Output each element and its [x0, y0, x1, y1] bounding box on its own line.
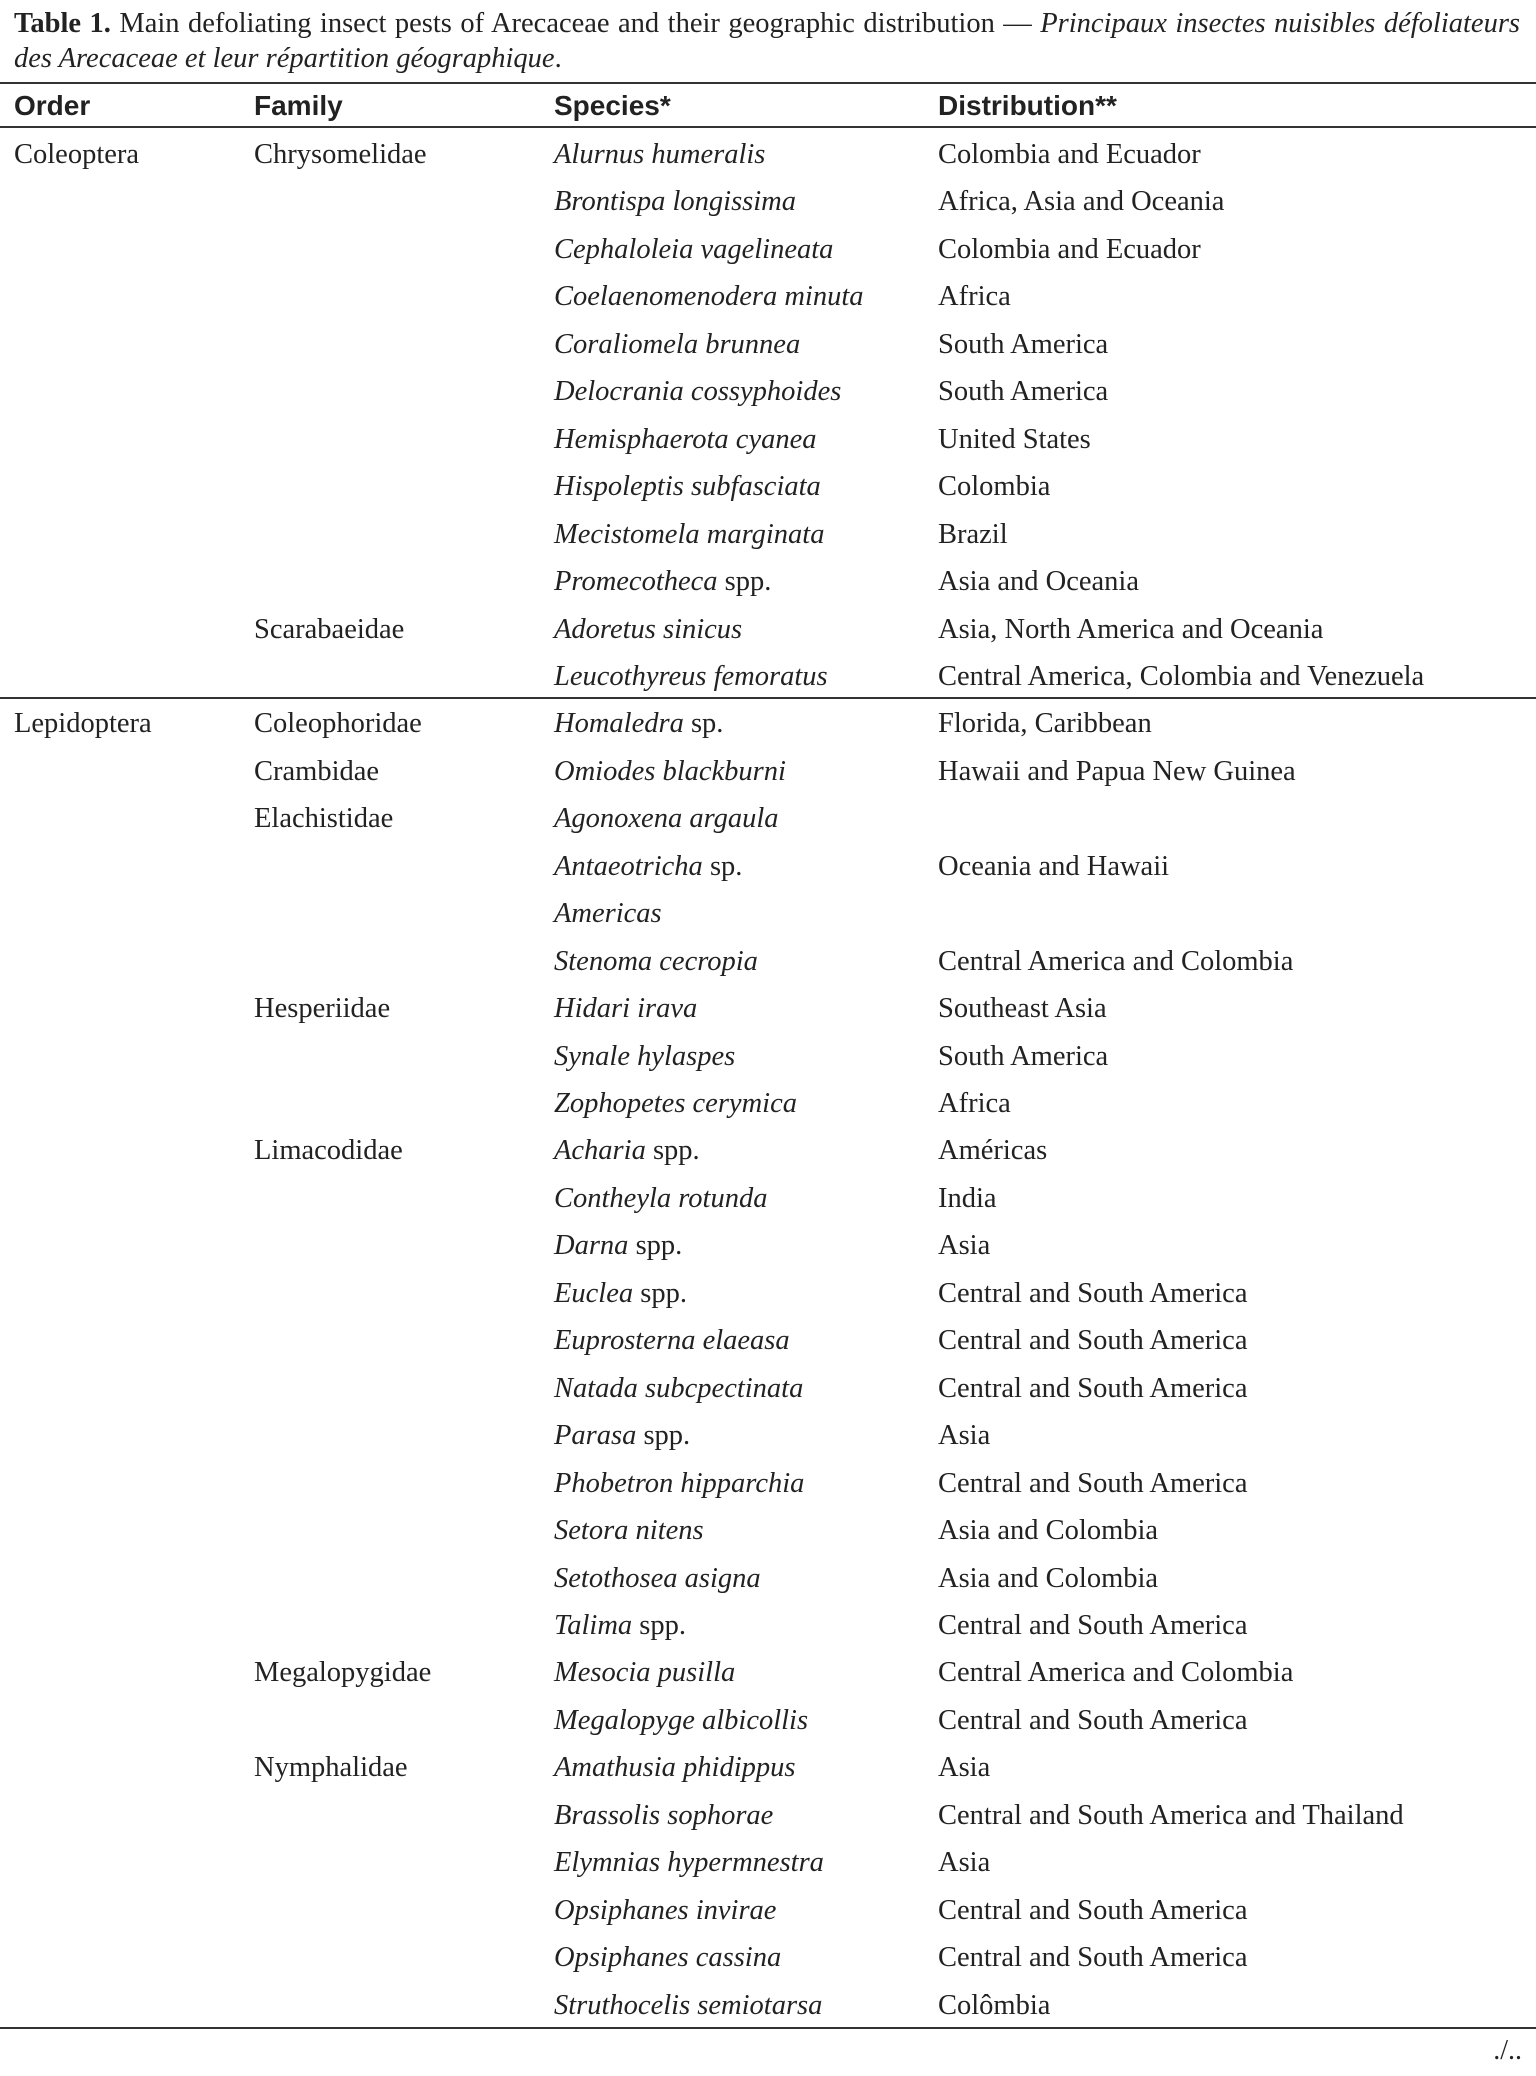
species-cell: Cephaloleia vagelineata — [554, 234, 834, 265]
species-cell: Brontispa longissima — [554, 186, 797, 217]
distribution-cell: Asia — [938, 1420, 991, 1451]
order-cell: Coleoptera — [14, 139, 140, 170]
caption-end: . — [554, 43, 562, 74]
family-cell: Chrysomelidae — [254, 139, 427, 170]
species-cell: Promecotheca spp. — [554, 566, 772, 597]
species-cell: Hemisphaerota cyanea — [554, 424, 817, 455]
species-cell: Agonoxena argaula — [554, 803, 779, 834]
table-caption — [14, 6, 1520, 76]
distribution-cell: Africa — [938, 281, 1011, 312]
species-cell: Antaeotricha sp. — [554, 851, 743, 882]
distribution-cell: Central America, Colombia and Venezuela — [938, 661, 1425, 692]
species-cell: Megalopyge albicollis — [554, 1705, 809, 1736]
distribution-cell: Asia and Oceania — [938, 566, 1139, 597]
distribution-cell: Américas — [938, 1135, 1048, 1166]
distribution-cell: Central America and Colombia — [938, 946, 1294, 977]
distribution-cell: Africa — [938, 1088, 1011, 1119]
species-cell: Talima spp. — [554, 1610, 686, 1641]
bottom-rule — [0, 2027, 1536, 2029]
species-cell: Adoretus sinicus — [554, 614, 743, 645]
species-cell: Zophopetes cerymica — [554, 1088, 797, 1119]
distribution-cell: Hawaii and Papua New Guinea — [938, 756, 1296, 787]
distribution-cell: Central and South America — [938, 1325, 1248, 1356]
header-distribution: Distribution** — [938, 90, 1117, 121]
species-cell: Euclea spp. — [554, 1278, 687, 1309]
species-cell: Euprosterna elaeasa — [554, 1325, 790, 1356]
distribution-cell: Colombia and Ecuador — [938, 139, 1201, 170]
header-order: Order — [14, 90, 91, 121]
distribution-cell: Africa, Asia and Oceania — [938, 186, 1225, 217]
species-cell: Struthocelis semiotarsa — [554, 1990, 823, 2021]
distribution-cell: Asia and Colombia — [938, 1563, 1159, 1594]
species-cell: Homaledra sp. — [554, 708, 724, 739]
distribution-cell: Colombia — [938, 471, 1051, 502]
distribution-cell: Southeast Asia — [938, 993, 1107, 1024]
species-cell: Natada subcpectinata — [554, 1373, 804, 1404]
species-cell: Elymnias hypermnestra — [554, 1847, 824, 1878]
caption-label: Table 1. — [14, 8, 111, 39]
species-cell: Omiodes blackburni — [554, 756, 786, 787]
distribution-cell: Brazil — [938, 519, 1008, 550]
distribution-cell: United States — [938, 424, 1091, 455]
species-cell: Hispoleptis subfasciata — [554, 471, 821, 502]
caption-text-en: Main defoliating insect pests of Arecaceae and their geographic distribution — — [110, 8, 1041, 39]
species-cell: Setothosea asigna — [554, 1563, 761, 1594]
header-family: Family — [254, 90, 343, 121]
distribution-cell: Central America and Colombia — [938, 1657, 1294, 1688]
distribution-cell: Central and South America — [938, 1373, 1248, 1404]
distribution-cell: Central and South America — [938, 1942, 1248, 1973]
species-cell: Americas — [554, 898, 662, 929]
family-cell: Scarabaeidae — [254, 614, 405, 645]
species-cell: Darna spp. — [554, 1230, 683, 1261]
distribution-cell: Central and South America — [938, 1610, 1248, 1641]
distribution-cell: Asia — [938, 1230, 991, 1261]
species-cell: Acharia spp. — [554, 1135, 700, 1166]
species-cell: Phobetron hipparchia — [554, 1468, 805, 1499]
distribution-cell: Asia — [938, 1847, 991, 1878]
header-species: Species* — [554, 90, 671, 121]
distribution-cell: Central and South America — [938, 1895, 1248, 1926]
family-cell: Nymphalidae — [254, 1752, 408, 1783]
species-cell: Amathusia phidippus — [554, 1752, 796, 1783]
family-cell: Coleophoridae — [254, 708, 422, 739]
species-cell: Alurnus humeralis — [554, 139, 766, 170]
header-rule — [0, 126, 1536, 128]
species-cell: Hidari irava — [554, 993, 698, 1024]
species-cell: Coelaenomenodera minuta — [554, 281, 864, 312]
distribution-cell: Central and South America — [938, 1278, 1248, 1309]
family-cell: Crambidae — [254, 756, 380, 787]
species-cell: Mecistomela marginata — [554, 519, 825, 550]
species-cell: Setora nitens — [554, 1515, 704, 1546]
order-cell: Lepidoptera — [14, 708, 152, 739]
distribution-cell: Asia and Colombia — [938, 1515, 1159, 1546]
distribution-cell: Colômbia — [938, 1990, 1051, 2021]
distribution-cell: Central and South America and Thailand — [938, 1800, 1404, 1831]
distribution-cell: South America — [938, 376, 1109, 407]
species-cell: Contheyla rotunda — [554, 1183, 768, 1214]
species-cell: Delocrania cossyphoides — [554, 376, 842, 407]
family-cell: Limacodidae — [254, 1135, 403, 1166]
species-cell: Brassolis sophorae — [554, 1800, 774, 1831]
distribution-cell: Asia — [938, 1752, 991, 1783]
family-cell: Megalopygidae — [254, 1657, 432, 1688]
species-cell: Opsiphanes cassina — [554, 1942, 782, 1973]
distribution-cell: Colombia and Ecuador — [938, 234, 1201, 265]
distribution-cell: South America — [938, 329, 1109, 360]
caption-text-fr: Principaux insectes nuisibles défoliateurs des Arecaceae et leur répartition géographique — [14, 8, 1520, 74]
species-cell: Stenoma cecropia — [554, 946, 758, 977]
species-cell: Synale hylaspes — [554, 1041, 736, 1072]
distribution-cell: Central and South America — [938, 1705, 1248, 1736]
distribution-cell: Asia, North America and Oceania — [938, 614, 1324, 645]
species-cell: Leucothyreus femoratus — [554, 661, 828, 692]
order-divider — [0, 697, 1536, 699]
distribution-cell: South America — [938, 1041, 1109, 1072]
distribution-cell: Central and South America — [938, 1468, 1248, 1499]
top-rule — [0, 82, 1536, 84]
distribution-cell: Florida, Caribbean — [938, 708, 1152, 739]
species-cell: Mesocia pusilla — [554, 1657, 736, 1688]
species-cell: Opsiphanes invirae — [554, 1895, 777, 1926]
distribution-cell: Oceania and Hawaii — [938, 851, 1170, 882]
continuation-mark: ./.. — [1493, 2035, 1522, 2066]
family-cell: Elachistidae — [254, 803, 394, 834]
distribution-cell: India — [938, 1183, 997, 1214]
species-cell: Parasa spp. — [554, 1420, 691, 1451]
species-cell: Coraliomela brunnea — [554, 329, 801, 360]
family-cell: Hesperiidae — [254, 993, 391, 1024]
